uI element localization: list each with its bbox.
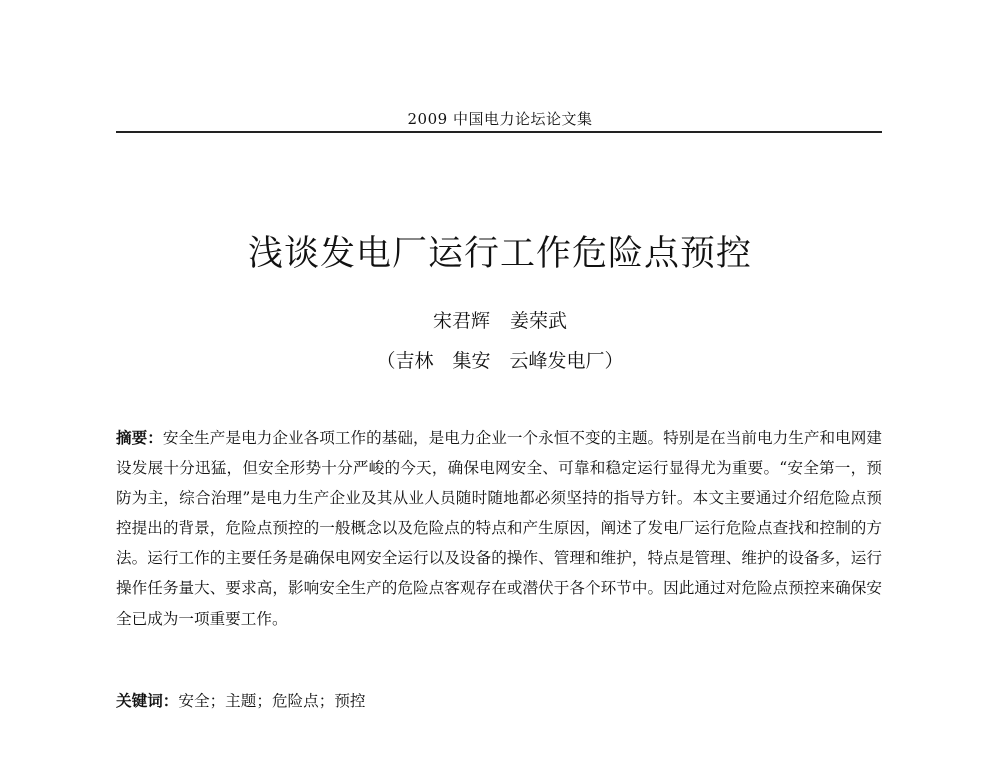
abstract-label: 摘要： <box>116 428 163 447</box>
running-header: 2009 中国电力论坛论文集 <box>407 110 593 128</box>
abstract <box>116 423 882 634</box>
keywords-label: 关键词： <box>116 691 179 710</box>
keywords-text: 安全；主题；危险点；预控 <box>178 692 366 710</box>
abstract-text: 安全生产是电力企业各项工作的基础，是电力企业一个永恒不变的主题。特别是在当前电力生产和电网建设发展十分迅猛，但安全形势十分严峻的今天，确保电网安全、可靠和稳定运行显得尤为重要。“安全第一，预防为主，综合治理”是电力生产企业及其从业人员随时随地都必须坚持的指导方针。本文主要通过介绍危险点预控提出的背景，危险点预控的一般概念以及危险点的特点和产生原因，阐述了发电厂运行危险点查找和控制的方法。运行工作的主要任务是确保电网安全运行以及设备的操作、管理和维护，特点是管理、维护的设备多，运行操作任务量大、要求高，影响安全生产的危险点客观存在或潜伏于各个环节中。因此通过对危险点预控来确保安全已成为一项重要工作。 <box>116 429 882 628</box>
authors: 宋君辉 姜荣武 <box>432 310 568 332</box>
keywords <box>116 686 882 716</box>
affiliation: （吉林 集安 云峰发电厂） <box>376 350 624 372</box>
header-rule <box>116 131 882 133</box>
paper-title: 浅谈发电厂运行工作危险点预控 <box>247 234 752 274</box>
